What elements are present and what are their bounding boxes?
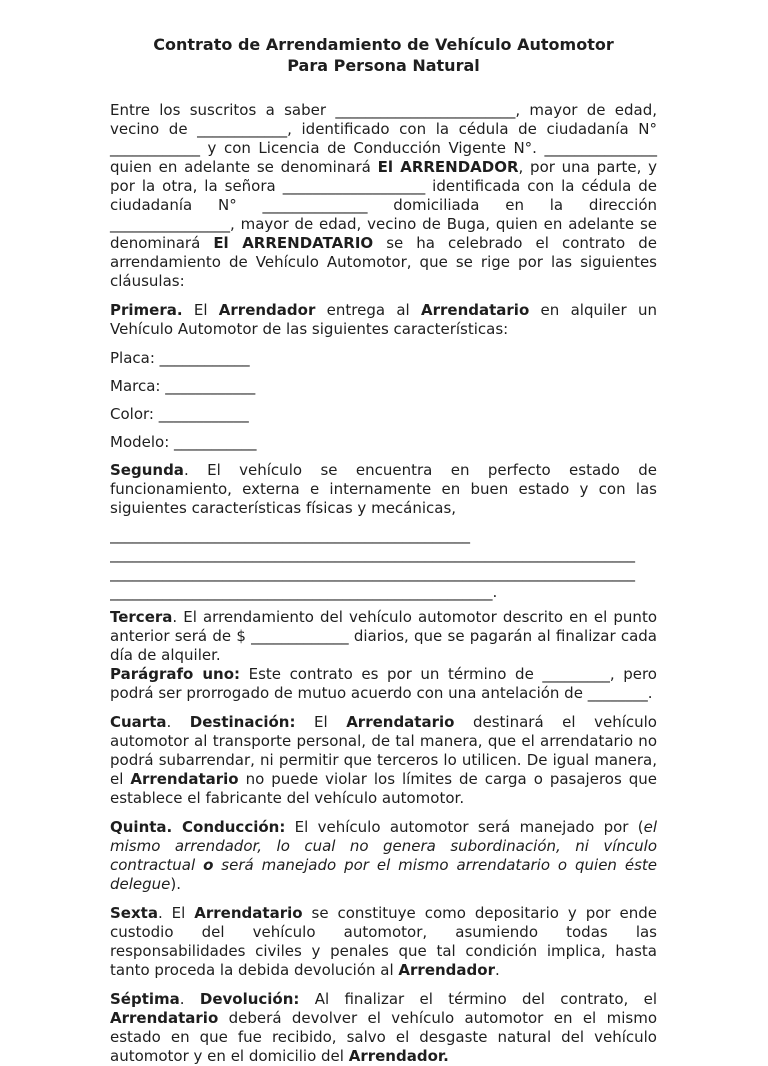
blank-line-2	[110, 545, 657, 564]
blank-line-3	[110, 564, 657, 583]
text-run: ___________________________________________________.	[110, 583, 498, 601]
title-line-1: Contrato de Arrendamiento de Vehículo Automotor	[153, 35, 614, 54]
text-run: o	[203, 856, 214, 874]
blank-line-4	[110, 583, 657, 602]
text-run: , por una parte, y por la otra, la señora ___________________ identificada con la cédula de ciudadanía N° ______________ domiciliada en la dirección ________________, mayor de edad, vecino de Buga, quien en adelante se denominará	[110, 158, 657, 252]
field-modelo	[110, 433, 657, 452]
text-run: Destinación:	[189, 713, 296, 731]
clause-septima	[110, 990, 657, 1066]
text-run: Sexta	[110, 904, 158, 922]
text-run: será manejado por el mismo arrendatario o quien éste delegue	[110, 856, 657, 893]
clause-primera	[110, 301, 657, 339]
text-run: destinará el vehículo automotor al transporte personal, de tal manera, que el arrendatario no podrá subarrendar, ni permitir que terceros lo utilicen. De igual manera, el	[110, 713, 657, 788]
text-run: se ha celebrado el contrato de arrendamiento de Vehículo Automotor, que se rige por las siguientes cláusulas:	[110, 234, 657, 290]
text-run: Modelo: ___________	[110, 433, 257, 451]
text-run: Cuarta	[110, 713, 167, 731]
text-run: El	[182, 301, 219, 319]
text-run: Devolución:	[199, 990, 300, 1008]
intro-paragraph	[110, 101, 657, 291]
text-run: el mismo arrendador, lo cual no genera subordinación, ni vínculo contractual	[110, 818, 658, 874]
text-run: . El vehículo se encuentra en perfecto estado de funcionamiento, externa e internamente en buen estado y con las siguientes características físicas y mecánicas,	[110, 461, 657, 517]
text-run: ________________________________________________	[110, 526, 470, 544]
field-color	[110, 405, 657, 424]
vehicle-fields	[110, 349, 657, 452]
text-run: .	[179, 990, 200, 1008]
text-run: Placa: ____________	[110, 349, 250, 367]
text-run: Al finalizar el término del contrato, el	[299, 990, 657, 1008]
text-run: .	[166, 713, 190, 731]
text-run: Este contrato es por un término de _________, pero podrá ser prorrogado de mutuo acuerdo con una antelación de ________.	[110, 665, 657, 702]
text-run: Primera.	[110, 301, 183, 319]
title-line-2: Para Persona Natural	[287, 56, 480, 75]
clause-segunda	[110, 461, 657, 518]
text-run: ).	[170, 875, 182, 893]
blank-line-1	[110, 526, 657, 545]
text-run: Arrendatario	[130, 770, 239, 788]
clause-paragrafo-uno	[110, 665, 657, 703]
text-run: Color: ____________	[110, 405, 249, 423]
clause-quinta	[110, 818, 657, 894]
text-run: El ARRENDATARIO	[213, 234, 374, 252]
text-run: El ARRENDADOR	[377, 158, 519, 176]
text-run: Entre los suscritos a saber ________________________, mayor de edad, vecino de ____________, identificado con la cédula de ciudadanía N° ____________ y con Licencia de Conducción Vigente N°. _______________ quien en adelante se denominará	[110, 101, 657, 176]
text-run: entrega al	[315, 301, 421, 319]
text-run: Quinta. Conducción:	[110, 818, 286, 836]
text-run: no puede violar los límites de carga o pasajeros que establece el fabricante del vehículo automotor.	[110, 770, 657, 807]
text-run: deberá devolver el vehículo automotor en el mismo estado en que fue recibido, salvo el desgaste natural del vehículo automotor y en el domicilio del	[110, 1009, 657, 1065]
text-run: Parágrafo uno:	[110, 665, 241, 683]
text-run: Arrendatario	[421, 301, 530, 319]
text-run: . El arrendamiento del vehículo automotor descrito en el punto anterior será de $ _____________ diarios, que se pagarán al finalizar cada día de alquiler.	[110, 608, 657, 664]
text-run: Séptima	[110, 990, 180, 1008]
text-run: .	[494, 961, 500, 979]
text-run: se constituye como depositario y por ende custodio del vehículo automotor, asumiendo todas las responsabilidades civiles y penales que tal condición implica, hasta tanto proceda la debida devolución al	[110, 904, 658, 979]
document-title	[110, 34, 657, 76]
text-run: Tercera	[110, 608, 173, 626]
text-run: El vehículo automotor será manejado por (	[285, 818, 644, 836]
text-run: Segunda	[110, 461, 184, 479]
text-run: ______________________________________________________________________	[110, 564, 635, 582]
clause-cuarta	[110, 713, 657, 808]
text-run: Arrendatario	[346, 713, 455, 731]
field-placa	[110, 349, 657, 368]
text-run: Arrendador.	[348, 1047, 449, 1065]
text-run: Arrendatario	[194, 904, 303, 922]
text-run: . El	[157, 904, 195, 922]
text-run: en alquiler un Vehículo Automotor de las siguientes características:	[110, 301, 658, 338]
clause-tercera	[110, 608, 657, 665]
text-run: El	[295, 713, 347, 731]
text-run: ______________________________________________________________________	[110, 545, 635, 563]
text-run: Marca: ____________	[110, 377, 256, 395]
clause-sexta	[110, 904, 657, 980]
text-run: Arrendador	[218, 301, 316, 319]
text-run: Arrendatario	[110, 1009, 219, 1027]
text-run: Arrendador	[398, 961, 495, 979]
field-marca	[110, 377, 657, 396]
